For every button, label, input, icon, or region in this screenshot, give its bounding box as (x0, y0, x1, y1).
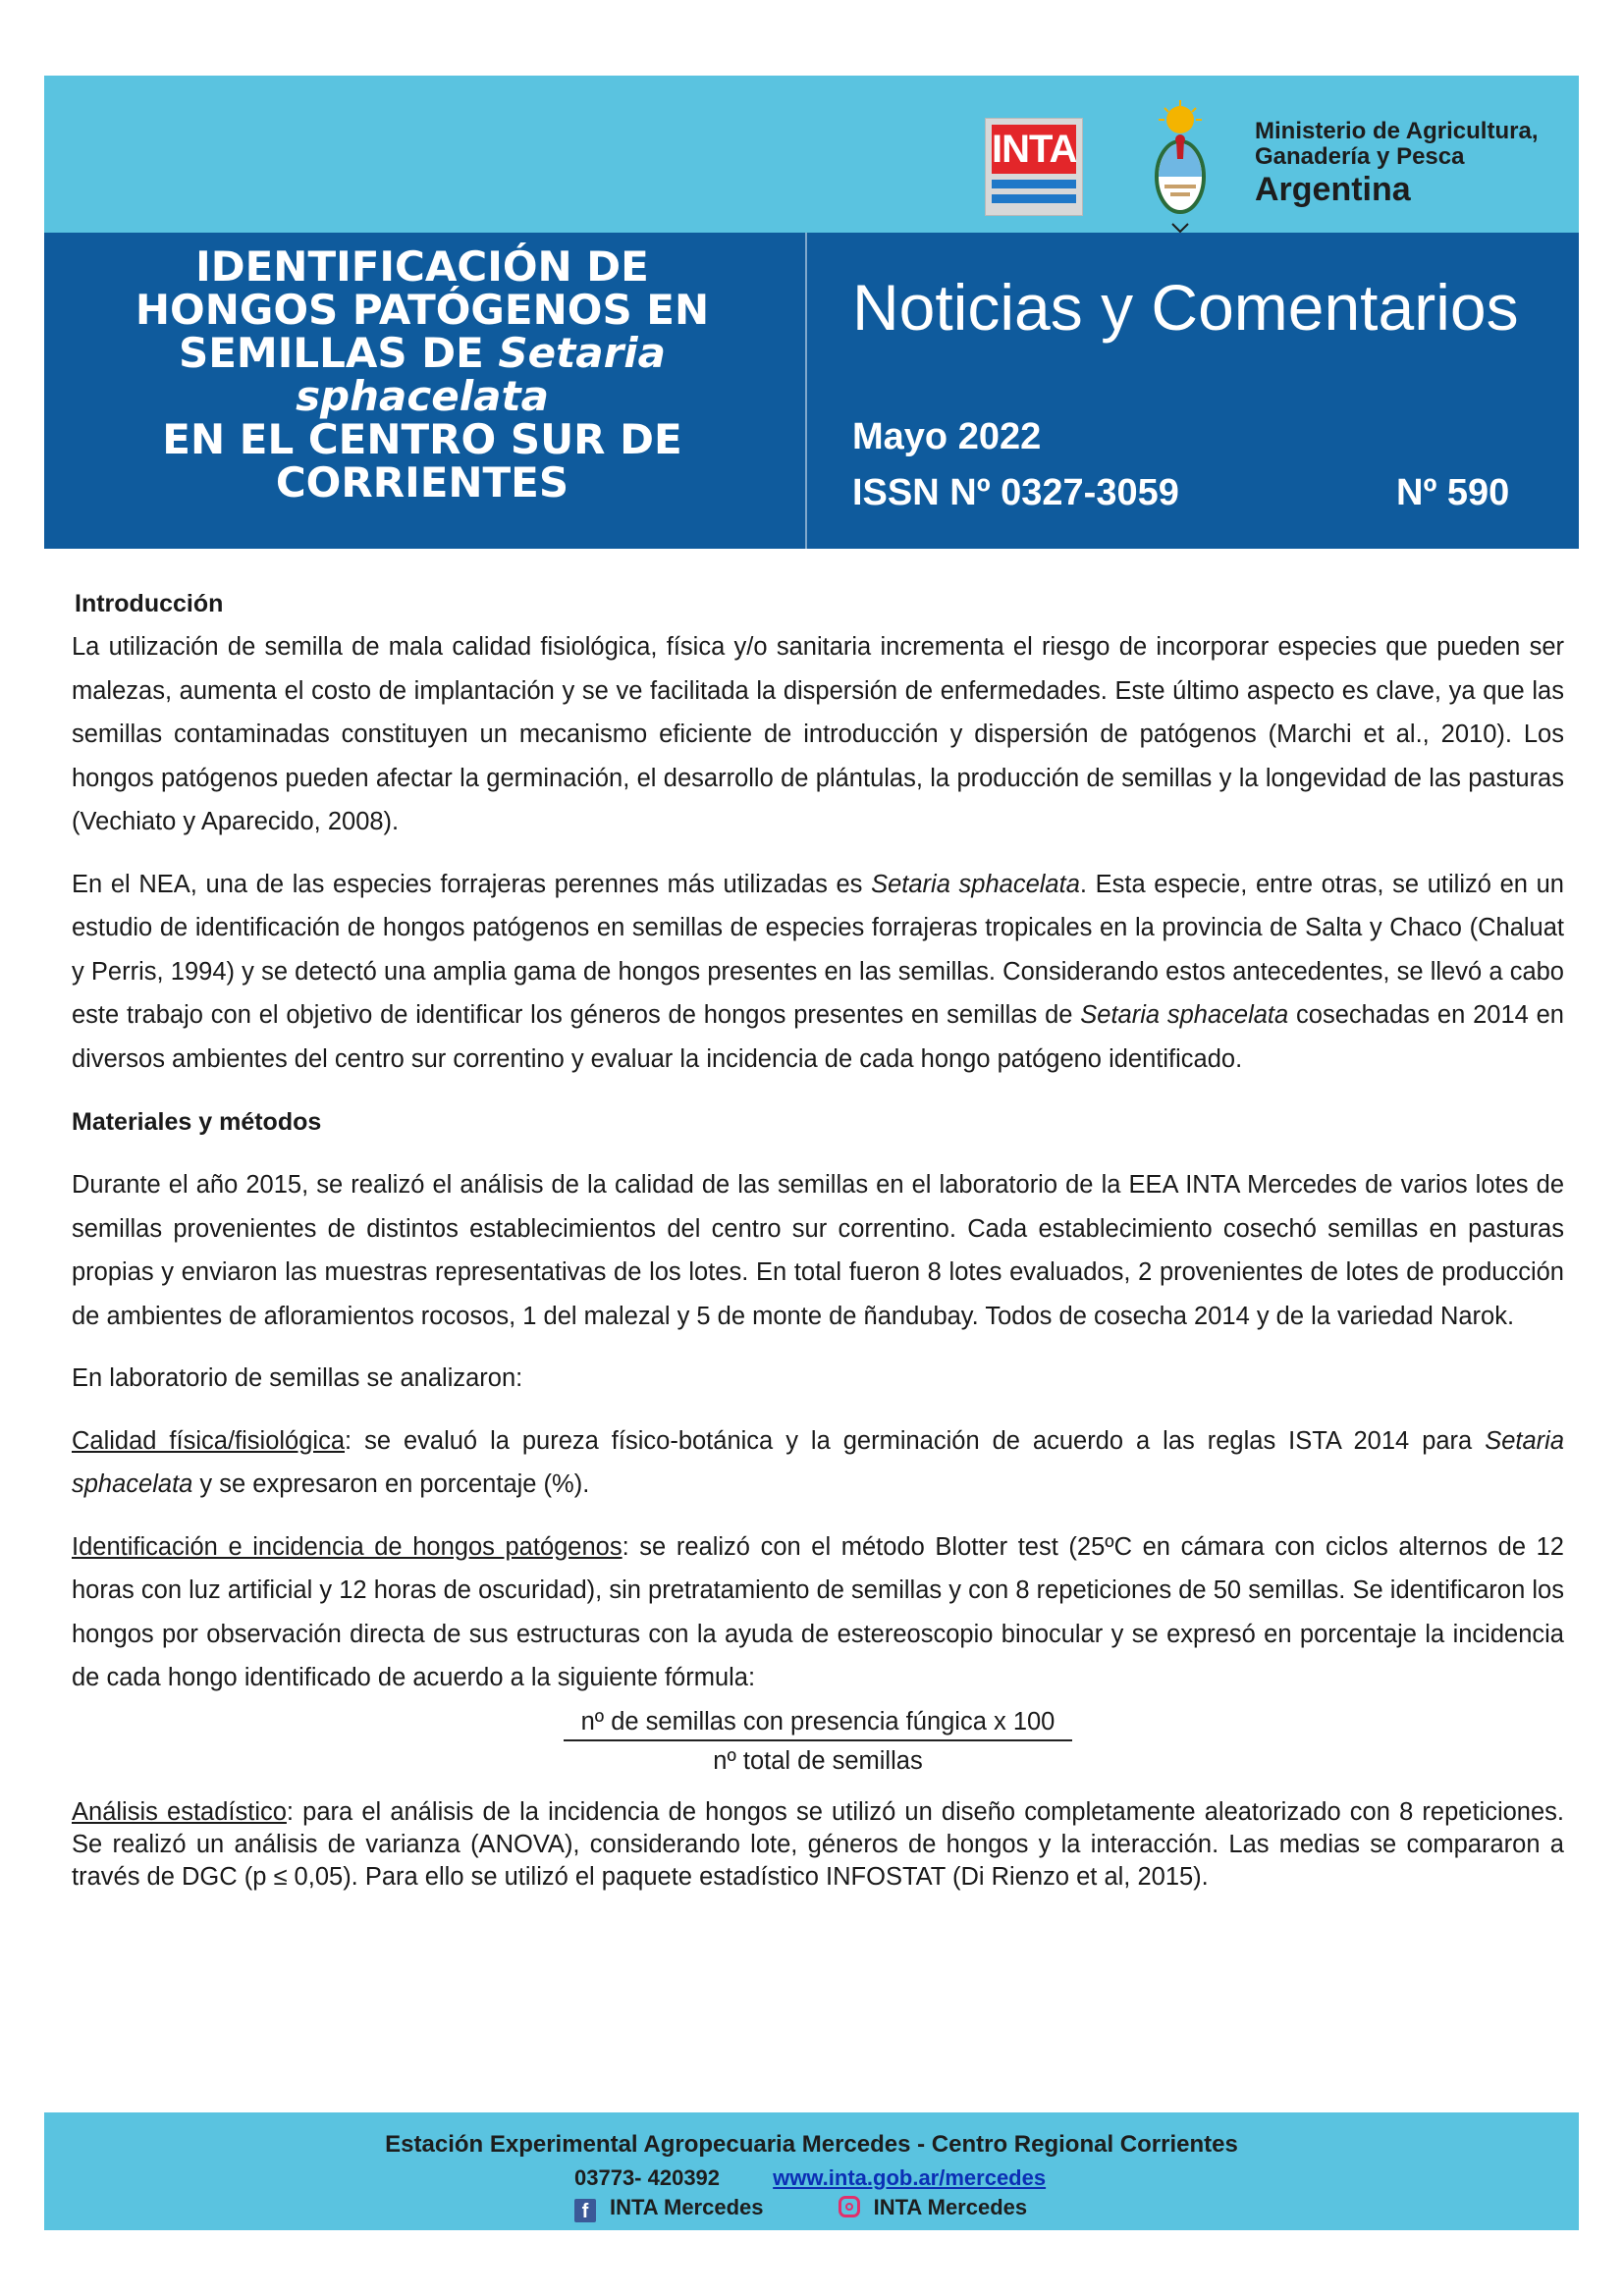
text: cosechadas en 2014 en diversos ambientes del centro sur correntino y evaluar la incidencia de cada hongo patógeno identificado. (72, 1001, 1564, 1073)
title-line (59, 329, 785, 377)
facebook-account[interactable]: INTA Mercedes (610, 2195, 764, 2219)
instagram-icon[interactable] (839, 2196, 860, 2217)
website-link[interactable]: www.inta.gob.ar/mercedes (773, 2165, 1047, 2190)
paragraph (72, 1419, 1564, 1507)
text: . Esta especie, entre otras, se utilizó en un estudio de identificación de hongos patógenos en semillas de especies forrajeras tropicales en la provincia de Salta y Chaco (Chaluat y Perris, 1994) y se detectó una amplia gama de hongos presentes en las semillas. Considerando estos antecedentes, se llevó a cabo este trabajo con el objetivo de identificar los géneros de hongos presentes en semillas de (72, 870, 1564, 1029)
text: : se evaluó la pureza físico-botánica y la germinación de acuerdo a las reglas ISTA 2014 para (345, 1426, 1486, 1455)
logo-stripe (992, 194, 1076, 203)
document-title (59, 242, 785, 507)
escudo-argentina-icon (1151, 100, 1210, 233)
formula-denominator: nº total de semillas (713, 1746, 923, 1775)
formula-numerator: nº de semillas con presencia fúngica x 100 (564, 1704, 1073, 1741)
series-title: Noticias y Comentarios (852, 271, 1519, 344)
section-heading: Introducción (75, 590, 224, 617)
ministerio-line: Ganadería y Pesca (1255, 143, 1465, 170)
issue-number: Nº 590 (1396, 472, 1510, 513)
title-divider (805, 233, 807, 549)
issn: ISSN Nº 0327-3059 (852, 472, 1179, 513)
logo-stripe (992, 180, 1076, 188)
title-species: sphacelata (296, 372, 549, 420)
paragraph (72, 1525, 1564, 1700)
text: : para el análisis de la incidencia de hongos se utilizó un diseño completamente aleatorizado con 8 repeticiones. Se realizó un análisis de varianza (ANOVA), considerando lote, géneros de hongos y la interacción. Las medias se compararon a través de DGC (p ≤ 0,05). Para ello se utilizó el paquete estadístico INFOSTAT (Di Rienzo et al, 2015). (72, 1797, 1564, 1891)
footer-contact (574, 2163, 1046, 2193)
footer (44, 2112, 1579, 2230)
title-text: SEMILLAS DE (178, 329, 499, 377)
species-name: Setaria sphacelata (871, 870, 1080, 898)
footer-institution: Estación Experimental Agropecuaria Mercedes - Centro Regional Corrientes (385, 2131, 1238, 2158)
ministerio-line: Ministerio de Agricultura, (1255, 118, 1539, 144)
paragraph (72, 1796, 1564, 1894)
title-line: EN EL CENTRO SUR DE (162, 415, 682, 463)
inta-logo-text: INTA (992, 125, 1076, 174)
subheading: Análisis estadístico (72, 1797, 287, 1826)
footer-social (574, 2193, 1027, 2222)
title-species: Setaria (498, 329, 667, 377)
title-line: CORRIENTES (275, 458, 569, 507)
issue-date: Mayo 2022 (852, 416, 1042, 457)
title-line: IDENTIFICACIÓN DE (195, 242, 649, 291)
paragraph: En laboratorio de semillas se analizaron: (72, 1364, 523, 1392)
inta-logo (985, 118, 1083, 216)
subheading: Identificación e incidencia de hongos patógenos (72, 1532, 623, 1561)
phone-number: 03773- 420392 (574, 2165, 721, 2190)
facebook-icon[interactable]: f (574, 2199, 596, 2222)
paragraph (72, 863, 1564, 1082)
title-line: HONGOS PATÓGENOS EN (135, 286, 710, 334)
text: y se expresaron en porcentaje (%). (192, 1470, 590, 1498)
section-heading: Materiales y métodos (72, 1108, 322, 1136)
ministerio-logo (1255, 119, 1538, 209)
subheading: Calidad física/fisiológica (72, 1426, 346, 1455)
text: En el NEA, una de las especies forrajeras perennes más utilizadas es (72, 870, 872, 898)
ministerio-country: Argentina (1255, 171, 1411, 208)
text: : se realizó con el método Blotter test (25ºC en cámara con ciclos alternos de 12 horas con luz artificial y 12 horas de oscuridad), sin pretratamiento de semillas y con 8 repeticiones de 50 semillas. Se identificaron los hongos por observación directa de sus estructuras con la ayuda de estereoscopio binocular y se expresó en porcentaje la incidencia de cada hongo identificado de acuerdo a la siguiente fórmula: (72, 1532, 1564, 1691)
species-name: Setaria sphacelata (72, 1426, 1564, 1498)
paragraph: Durante el año 2015, se realizó el análisis de la calidad de las semillas en el laboratorio de la EEA INTA Mercedes de varios lotes de semillas provenientes de distintos establecimientos del centro sur correntino. Cada establecimiento cosechó semillas en pasturas propias y enviaron las muestras representativas de los lotes. En total fueron 8 lotes evaluados, 2 provenientes de lotes de producción de ambientes de afloramientos rocosos, 1 del malezal y 5 de monte de ñandubay. Todos de cosecha 2014 y de la variedad Narok. (72, 1171, 1564, 1330)
article-body (72, 582, 1564, 1894)
instagram-account[interactable]: INTA Mercedes (873, 2195, 1028, 2219)
incidence-formula (72, 1704, 1564, 1779)
paragraph: La utilización de semilla de mala calidad fisiológica, física y/o sanitaria incrementa el riesgo de incorporar especies que pueden ser malezas, aumenta el costo de implantación y se ve facilitada la dispersión de enfermedades. Este último aspecto es clave, ya que las semillas contaminadas constituyen un mecanismo eficiente de introducción y dispersión de patógenos (Marchi et al., 2010). Los hongos patógenos pueden afectar la germinación, el desarrollo de plántulas, la producción de semillas y la longevidad de las pasturas (Vechiato y Aparecido, 2008). (72, 633, 1564, 835)
species-name: Setaria sphacelata (1080, 1001, 1289, 1029)
